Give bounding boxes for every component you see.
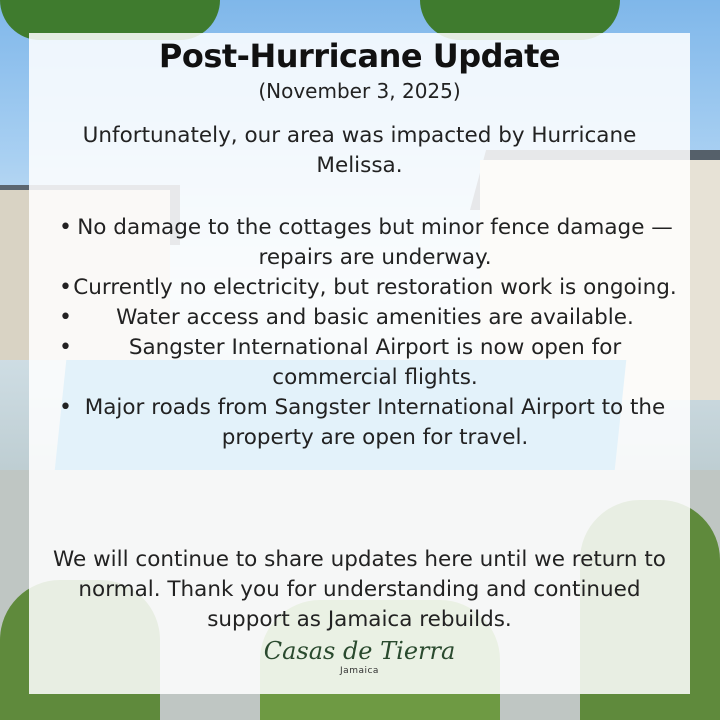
logo-location: Jamaica <box>340 666 379 676</box>
update-list <box>53 213 679 453</box>
bullet-icon: • <box>59 335 72 360</box>
bullet-icon: • <box>59 395 72 420</box>
list-item: • Major roads from Sangster International Airport to the property are open for travel. <box>59 395 666 450</box>
bullet-icon: • <box>59 215 72 240</box>
intro-text: Unfortunately, our area was impacted by Hurricane Melissa. <box>82 123 637 178</box>
list-item: • Water access and basic amenities are available. <box>53 303 679 333</box>
logo-name: Casas de Tierra <box>263 637 456 665</box>
bullet-icon: • <box>59 305 72 330</box>
list-item: • Sangster International Airport is now open for commercial flights. <box>59 335 622 390</box>
update-card <box>29 33 690 694</box>
list-item: • No damage to the cottages but minor fence damage — repairs are underway. <box>59 215 673 270</box>
list-item: • Currently no electricity, but restoration work is ongoing. <box>53 273 679 303</box>
post-title: Post-Hurricane Update <box>158 37 561 75</box>
bullet-icon: • <box>59 275 72 300</box>
brand-logo <box>29 637 690 676</box>
closing-text: We will continue to share updates here until we return to normal. Thank you for understanding and continued support as Jamaica rebuilds. <box>53 547 666 632</box>
post-date: (November 3, 2025) <box>258 79 461 103</box>
